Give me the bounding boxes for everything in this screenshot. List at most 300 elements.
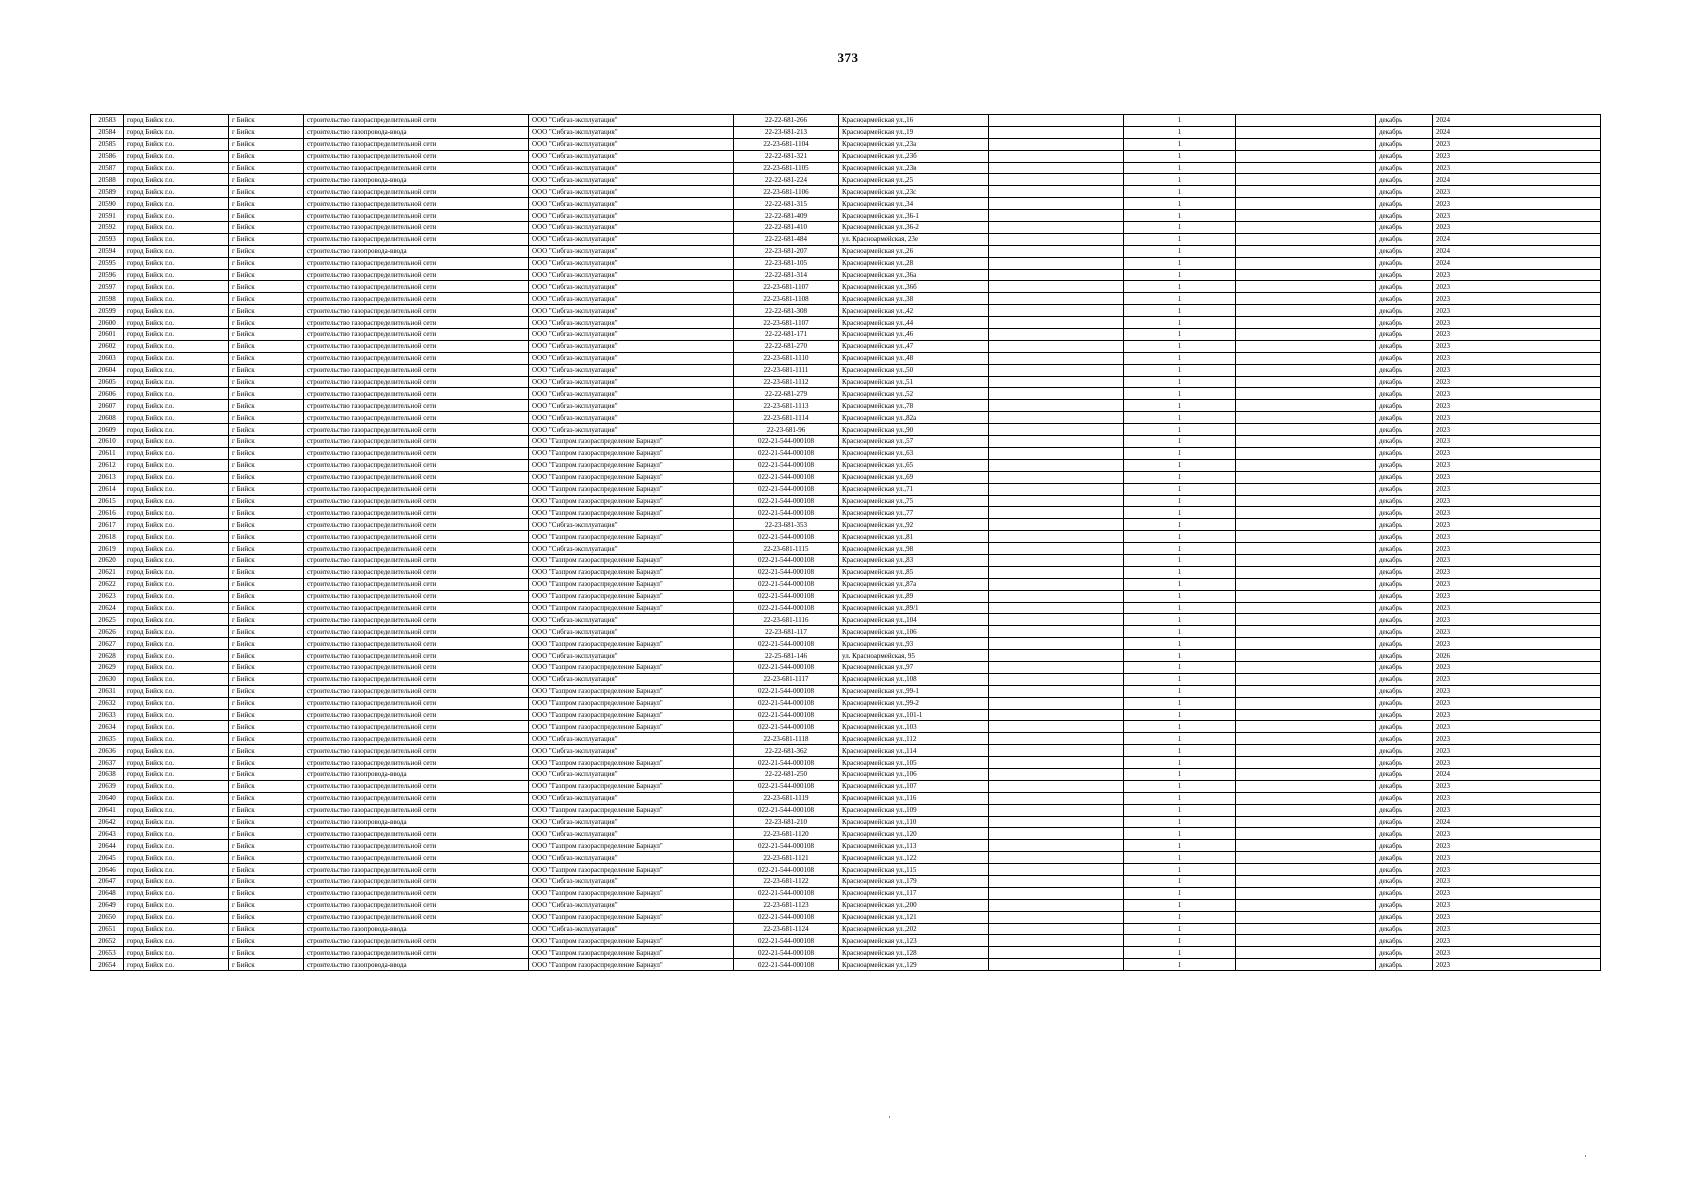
cell-qty: 1 [1124, 471, 1236, 483]
cell-municipality: город Бийск г.о. [124, 495, 229, 507]
cell-blank2 [1236, 245, 1376, 257]
cell-city: г Бийск [229, 317, 304, 329]
cell-work_type: строительство газораспределительной сети [304, 840, 529, 852]
cell-blank2 [1236, 352, 1376, 364]
cell-month: декабрь [1376, 768, 1433, 780]
cell-num: 20641 [91, 804, 124, 816]
cell-code: 22-23-681-1119 [734, 792, 839, 804]
cell-address: ул. Красноармейская, 23е [839, 233, 989, 245]
cell-blank2 [1236, 899, 1376, 911]
cell-code: 22-23-681-1108 [734, 293, 839, 305]
cell-num: 20613 [91, 471, 124, 483]
cell-blank2 [1236, 519, 1376, 531]
cell-work_type: строительство газораспределительной сети [304, 935, 529, 947]
cell-num: 20638 [91, 768, 124, 780]
cell-num: 20630 [91, 673, 124, 685]
cell-work_type: строительство газораспределительной сети [304, 233, 529, 245]
cell-code: 22-23-681-1113 [734, 400, 839, 412]
cell-city: г Бийск [229, 899, 304, 911]
cell-blank1 [989, 911, 1124, 923]
cell-address: Красноармейская ул.,114 [839, 745, 989, 757]
cell-qty: 1 [1124, 388, 1236, 400]
cell-address: Красноармейская ул.,83 [839, 554, 989, 566]
cell-blank1 [989, 578, 1124, 590]
cell-year: 2023 [1433, 757, 1601, 769]
cell-work_type: строительство газораспределительной сети [304, 376, 529, 388]
cell-code: 022-21-544-000108 [734, 661, 839, 673]
cell-num: 20650 [91, 911, 124, 923]
cell-city: г Бийск [229, 364, 304, 376]
cell-qty: 1 [1124, 412, 1236, 424]
cell-blank1 [989, 459, 1124, 471]
cell-work_type: строительство газопровода-ввода [304, 923, 529, 935]
cell-municipality: город Бийск г.о. [124, 911, 229, 923]
cell-qty: 1 [1124, 709, 1236, 721]
cell-num: 20584 [91, 126, 124, 138]
cell-month: декабрь [1376, 899, 1433, 911]
cell-num: 20598 [91, 293, 124, 305]
table-row [91, 650, 1601, 662]
table-row [91, 210, 1601, 222]
cell-municipality: город Бийск г.о. [124, 424, 229, 436]
cell-month: декабрь [1376, 186, 1433, 198]
cell-blank1 [989, 329, 1124, 341]
cell-qty: 1 [1124, 447, 1236, 459]
cell-year: 2023 [1433, 590, 1601, 602]
cell-blank2 [1236, 554, 1376, 566]
cell-municipality: город Бийск г.о. [124, 352, 229, 364]
table-row [91, 531, 1601, 543]
cell-month: декабрь [1376, 780, 1433, 792]
cell-work_type: строительство газораспределительной сети [304, 186, 529, 198]
cell-month: декабрь [1376, 566, 1433, 578]
cell-qty: 1 [1124, 495, 1236, 507]
cell-month: декабрь [1376, 602, 1433, 614]
cell-blank2 [1236, 150, 1376, 162]
cell-work_type: строительство газораспределительной сети [304, 911, 529, 923]
cell-work_type: строительство газораспределительной сети [304, 638, 529, 650]
cell-work_type: строительство газораспределительной сети [304, 424, 529, 436]
cell-year: 2023 [1433, 661, 1601, 673]
cell-year: 2023 [1433, 352, 1601, 364]
cell-qty: 1 [1124, 697, 1236, 709]
cell-month: декабрь [1376, 210, 1433, 222]
cell-qty: 1 [1124, 222, 1236, 234]
cell-organization: ООО "Сибгаз-эксплуатация" [529, 899, 734, 911]
cell-blank2 [1236, 840, 1376, 852]
cell-address: Красноармейская ул.,16 [839, 115, 989, 127]
cell-code: 22-23-681-207 [734, 245, 839, 257]
cell-work_type: строительство газораспределительной сети [304, 543, 529, 555]
table-row [91, 673, 1601, 685]
cell-address: Красноармейская ул.,89/1 [839, 602, 989, 614]
cell-city: г Бийск [229, 483, 304, 495]
cell-month: декабрь [1376, 554, 1433, 566]
cell-address: Красноармейская ул.,116 [839, 792, 989, 804]
cell-organization: ООО "Газпром газораспределение Барнаул" [529, 578, 734, 590]
cell-code: 022-21-544-000108 [734, 757, 839, 769]
cell-year: 2024 [1433, 115, 1601, 127]
cell-address: Красноармейская ул.,89 [839, 590, 989, 602]
cell-blank1 [989, 876, 1124, 888]
cell-blank1 [989, 757, 1124, 769]
cell-code: 022-21-544-000108 [734, 459, 839, 471]
cell-city: г Бийск [229, 495, 304, 507]
cell-code: 22-23-681-1107 [734, 281, 839, 293]
cell-qty: 1 [1124, 269, 1236, 281]
cell-blank1 [989, 661, 1124, 673]
cell-address: Красноармейская ул.,38 [839, 293, 989, 305]
cell-blank1 [989, 626, 1124, 638]
cell-code: 022-21-544-000108 [734, 578, 839, 590]
cell-blank1 [989, 115, 1124, 127]
cell-code: 022-21-544-000108 [734, 471, 839, 483]
table-row [91, 923, 1601, 935]
cell-municipality: город Бийск г.о. [124, 388, 229, 400]
cell-organization: ООО "Газпром газораспределение Барнаул" [529, 947, 734, 959]
cell-qty: 1 [1124, 245, 1236, 257]
table-row [91, 459, 1601, 471]
cell-address: Красноармейская ул.,77 [839, 507, 989, 519]
cell-address: Красноармейская ул.,81 [839, 531, 989, 543]
cell-month: декабрь [1376, 685, 1433, 697]
cell-qty: 1 [1124, 650, 1236, 662]
cell-month: декабрь [1376, 305, 1433, 317]
cell-city: г Бийск [229, 887, 304, 899]
cell-blank2 [1236, 923, 1376, 935]
cell-address: Красноармейская ул.,97 [839, 661, 989, 673]
cell-address: Красноармейская ул.,44 [839, 317, 989, 329]
cell-blank2 [1236, 721, 1376, 733]
cell-blank1 [989, 245, 1124, 257]
cell-year: 2023 [1433, 614, 1601, 626]
cell-blank1 [989, 590, 1124, 602]
cell-blank1 [989, 162, 1124, 174]
cell-city: г Бийск [229, 293, 304, 305]
cell-num: 20644 [91, 840, 124, 852]
cell-blank2 [1236, 281, 1376, 293]
cell-blank1 [989, 709, 1124, 721]
cell-blank2 [1236, 959, 1376, 971]
cell-qty: 1 [1124, 578, 1236, 590]
cell-num: 20633 [91, 709, 124, 721]
cell-code: 22-22-681-314 [734, 269, 839, 281]
cell-code: 22-23-681-1117 [734, 673, 839, 685]
cell-qty: 1 [1124, 150, 1236, 162]
cell-blank1 [989, 436, 1124, 448]
cell-year: 2023 [1433, 364, 1601, 376]
cell-year: 2023 [1433, 876, 1601, 888]
cell-code: 022-21-544-000108 [734, 709, 839, 721]
cell-num: 20614 [91, 483, 124, 495]
cell-municipality: город Бийск г.о. [124, 126, 229, 138]
cell-city: г Бийск [229, 876, 304, 888]
cell-work_type: строительство газораспределительной сети [304, 721, 529, 733]
cell-municipality: город Бийск г.о. [124, 222, 229, 234]
cell-organization: ООО "Сибгаз-эксплуатация" [529, 412, 734, 424]
cell-year: 2023 [1433, 293, 1601, 305]
cell-blank2 [1236, 864, 1376, 876]
cell-city: г Бийск [229, 792, 304, 804]
cell-work_type: строительство газораспределительной сети [304, 792, 529, 804]
table-row [91, 340, 1601, 352]
cell-blank2 [1236, 566, 1376, 578]
cell-month: декабрь [1376, 757, 1433, 769]
cell-num: 20609 [91, 424, 124, 436]
cell-year: 2023 [1433, 507, 1601, 519]
cell-address: Красноармейская ул.,106 [839, 626, 989, 638]
cell-municipality: город Бийск г.о. [124, 162, 229, 174]
cell-organization: ООО "Газпром газораспределение Барнаул" [529, 721, 734, 733]
cell-month: декабрь [1376, 638, 1433, 650]
cell-work_type: строительство газораспределительной сети [304, 531, 529, 543]
cell-code: 22-23-681-1105 [734, 162, 839, 174]
cell-year: 2023 [1433, 281, 1601, 293]
table-row [91, 317, 1601, 329]
cell-city: г Бийск [229, 614, 304, 626]
cell-month: декабрь [1376, 804, 1433, 816]
cell-year: 2023 [1433, 329, 1601, 341]
cell-qty: 1 [1124, 768, 1236, 780]
cell-work_type: строительство газораспределительной сети [304, 733, 529, 745]
table-row [91, 780, 1601, 792]
cell-num: 20606 [91, 388, 124, 400]
cell-month: декабрь [1376, 447, 1433, 459]
cell-municipality: город Бийск г.о. [124, 673, 229, 685]
cell-month: декабрь [1376, 233, 1433, 245]
cell-city: г Бийск [229, 543, 304, 555]
cell-address: Красноармейская ул.,108 [839, 673, 989, 685]
cell-municipality: город Бийск г.о. [124, 174, 229, 186]
cell-organization: ООО "Сибгаз-эксплуатация" [529, 388, 734, 400]
cell-address: Красноармейская ул.,104 [839, 614, 989, 626]
cell-blank1 [989, 519, 1124, 531]
cell-organization: ООО "Сибгаз-эксплуатация" [529, 257, 734, 269]
cell-work_type: строительство газораспределительной сети [304, 828, 529, 840]
cell-blank1 [989, 233, 1124, 245]
cell-blank2 [1236, 186, 1376, 198]
cell-organization: ООО "Газпром газораспределение Барнаул" [529, 864, 734, 876]
cell-month: декабрь [1376, 578, 1433, 590]
cell-year: 2023 [1433, 721, 1601, 733]
cell-qty: 1 [1124, 876, 1236, 888]
cell-year: 2023 [1433, 186, 1601, 198]
cell-organization: ООО "Сибгаз-эксплуатация" [529, 852, 734, 864]
cell-code: 022-21-544-000108 [734, 864, 839, 876]
cell-city: г Бийск [229, 661, 304, 673]
cell-num: 20601 [91, 329, 124, 341]
cell-organization: ООО "Газпром газораспределение Барнаул" [529, 507, 734, 519]
table-row [91, 376, 1601, 388]
cell-address: Красноармейская ул.,120 [839, 828, 989, 840]
cell-work_type: строительство газораспределительной сети [304, 566, 529, 578]
cell-address: Красноармейская ул.,19 [839, 126, 989, 138]
cell-blank1 [989, 531, 1124, 543]
cell-city: г Бийск [229, 174, 304, 186]
cell-work_type: строительство газораспределительной сети [304, 614, 529, 626]
cell-qty: 1 [1124, 281, 1236, 293]
cell-blank1 [989, 733, 1124, 745]
cell-address: Красноармейская ул.,47 [839, 340, 989, 352]
cell-municipality: город Бийск г.о. [124, 602, 229, 614]
cell-city: г Бийск [229, 626, 304, 638]
cell-blank1 [989, 317, 1124, 329]
cell-organization: ООО "Сибгаз-эксплуатация" [529, 340, 734, 352]
cell-year: 2023 [1433, 447, 1601, 459]
cell-organization: ООО "Сибгаз-эксплуатация" [529, 317, 734, 329]
cell-city: г Бийск [229, 340, 304, 352]
cell-blank2 [1236, 317, 1376, 329]
cell-municipality: город Бийск г.о. [124, 340, 229, 352]
cell-code: 022-21-544-000108 [734, 721, 839, 733]
cell-blank2 [1236, 745, 1376, 757]
cell-municipality: город Бийск г.о. [124, 852, 229, 864]
cell-num: 20639 [91, 780, 124, 792]
cell-organization: ООО "Сибгаз-эксплуатация" [529, 519, 734, 531]
cell-address: Красноармейская ул.,90 [839, 424, 989, 436]
cell-qty: 1 [1124, 329, 1236, 341]
cell-code: 022-21-544-000108 [734, 780, 839, 792]
cell-city: г Бийск [229, 816, 304, 828]
cell-year: 2023 [1433, 554, 1601, 566]
cell-blank1 [989, 507, 1124, 519]
cell-qty: 1 [1124, 590, 1236, 602]
cell-month: декабрь [1376, 376, 1433, 388]
cell-work_type: строительство газораспределительной сети [304, 281, 529, 293]
cell-work_type: строительство газораспределительной сети [304, 222, 529, 234]
cell-qty: 1 [1124, 483, 1236, 495]
cell-blank1 [989, 935, 1124, 947]
cell-municipality: город Бийск г.о. [124, 329, 229, 341]
cell-year: 2023 [1433, 780, 1601, 792]
cell-code: 22-23-681-1122 [734, 876, 839, 888]
cell-address: Красноармейская ул.,103 [839, 721, 989, 733]
cell-blank1 [989, 400, 1124, 412]
cell-qty: 1 [1124, 138, 1236, 150]
cell-blank1 [989, 804, 1124, 816]
cell-num: 20611 [91, 447, 124, 459]
cell-municipality: город Бийск г.о. [124, 840, 229, 852]
table-row [91, 388, 1601, 400]
cell-qty: 1 [1124, 673, 1236, 685]
cell-address: Красноармейская ул.,179 [839, 876, 989, 888]
cell-code: 22-22-681-315 [734, 198, 839, 210]
cell-year: 2023 [1433, 305, 1601, 317]
cell-qty: 1 [1124, 317, 1236, 329]
cell-code: 22-23-681-1116 [734, 614, 839, 626]
cell-blank1 [989, 210, 1124, 222]
cell-work_type: строительство газораспределительной сети [304, 780, 529, 792]
cell-month: декабрь [1376, 721, 1433, 733]
cell-year: 2023 [1433, 685, 1601, 697]
cell-num: 20594 [91, 245, 124, 257]
cell-num: 20591 [91, 210, 124, 222]
cell-city: г Бийск [229, 531, 304, 543]
cell-qty: 1 [1124, 757, 1236, 769]
cell-qty: 1 [1124, 198, 1236, 210]
cell-num: 20626 [91, 626, 124, 638]
cell-organization: ООО "Газпром газораспределение Барнаул" [529, 566, 734, 578]
table-row [91, 138, 1601, 150]
cell-num: 20602 [91, 340, 124, 352]
cell-municipality: город Бийск г.о. [124, 543, 229, 555]
cell-organization: ООО "Сибгаз-эксплуатация" [529, 162, 734, 174]
cell-year: 2023 [1433, 543, 1601, 555]
cell-qty: 1 [1124, 661, 1236, 673]
cell-qty: 1 [1124, 899, 1236, 911]
cell-blank1 [989, 554, 1124, 566]
cell-month: декабрь [1376, 293, 1433, 305]
cell-work_type: строительство газораспределительной сети [304, 138, 529, 150]
cell-qty: 1 [1124, 115, 1236, 127]
cell-city: г Бийск [229, 198, 304, 210]
cell-num: 20610 [91, 436, 124, 448]
table-row [91, 495, 1601, 507]
cell-address: Красноармейская ул.,202 [839, 923, 989, 935]
table-row [91, 471, 1601, 483]
cell-year: 2023 [1433, 578, 1601, 590]
cell-num: 20612 [91, 459, 124, 471]
cell-work_type: строительство газораспределительной сети [304, 947, 529, 959]
cell-month: декабрь [1376, 614, 1433, 626]
cell-blank1 [989, 471, 1124, 483]
cell-code: 22-25-681-146 [734, 650, 839, 662]
cell-num: 20590 [91, 198, 124, 210]
cell-municipality: город Бийск г.о. [124, 709, 229, 721]
cell-municipality: город Бийск г.о. [124, 638, 229, 650]
cell-blank2 [1236, 887, 1376, 899]
cell-year: 2023 [1433, 459, 1601, 471]
cell-address: Красноармейская ул.,71 [839, 483, 989, 495]
cell-num: 20636 [91, 745, 124, 757]
cell-month: декабрь [1376, 115, 1433, 127]
table-row [91, 269, 1601, 281]
cell-city: г Бийск [229, 852, 304, 864]
cell-blank2 [1236, 174, 1376, 186]
cell-organization: ООО "Сибгаз-эксплуатация" [529, 138, 734, 150]
cell-code: 22-23-681-1124 [734, 923, 839, 935]
cell-organization: ООО "Сибгаз-эксплуатация" [529, 293, 734, 305]
cell-blank2 [1236, 531, 1376, 543]
cell-qty: 1 [1124, 210, 1236, 222]
cell-municipality: город Бийск г.о. [124, 376, 229, 388]
cell-blank2 [1236, 947, 1376, 959]
cell-blank1 [989, 792, 1124, 804]
cell-work_type: строительство газораспределительной сети [304, 519, 529, 531]
cell-organization: ООО "Газпром газораспределение Барнаул" [529, 483, 734, 495]
cell-blank1 [989, 840, 1124, 852]
cell-qty: 1 [1124, 614, 1236, 626]
cell-num: 20628 [91, 650, 124, 662]
cell-month: декабрь [1376, 887, 1433, 899]
cell-city: г Бийск [229, 638, 304, 650]
table-row [91, 126, 1601, 138]
cell-year: 2023 [1433, 673, 1601, 685]
cell-address: Красноармейская ул.,128 [839, 947, 989, 959]
cell-qty: 1 [1124, 638, 1236, 650]
cell-year: 2023 [1433, 412, 1601, 424]
cell-blank1 [989, 150, 1124, 162]
cell-work_type: строительство газораспределительной сети [304, 293, 529, 305]
cell-year: 2024 [1433, 233, 1601, 245]
cell-municipality: город Бийск г.о. [124, 923, 229, 935]
cell-address: Красноармейская ул.,109 [839, 804, 989, 816]
cell-blank1 [989, 174, 1124, 186]
cell-year: 2023 [1433, 566, 1601, 578]
cell-blank1 [989, 638, 1124, 650]
table-row [91, 554, 1601, 566]
cell-municipality: город Бийск г.о. [124, 138, 229, 150]
